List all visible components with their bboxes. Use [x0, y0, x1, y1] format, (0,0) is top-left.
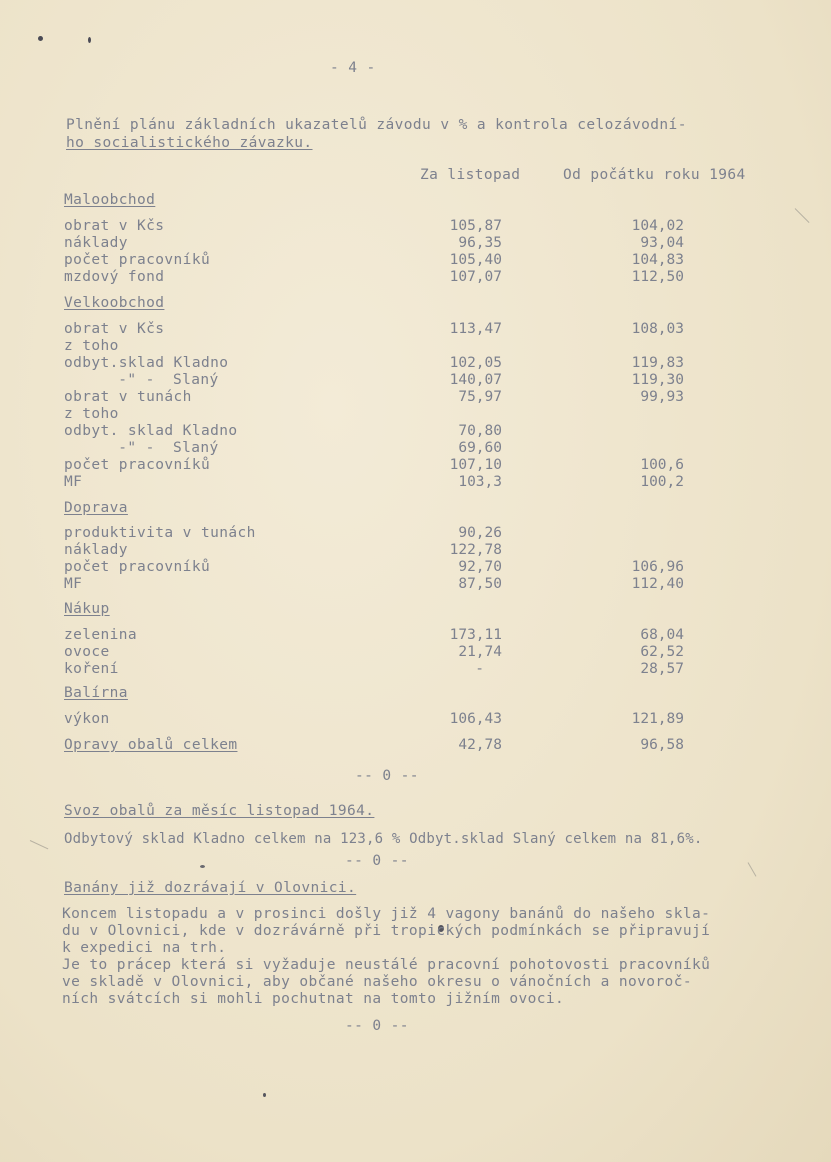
row-value-year: 68,04 [640, 627, 684, 643]
ink-spot [200, 865, 205, 868]
row-label: odbyt.sklad Kladno [64, 355, 229, 371]
row-value-year: 112,40 [631, 576, 684, 592]
row-value-november: 173,11 [449, 627, 502, 643]
ink-spot [88, 37, 91, 43]
row-value-november: 106,43 [449, 711, 502, 727]
row-value-november: 140,07 [449, 372, 502, 388]
row-value-november: 103,3 [458, 474, 502, 490]
row-value-november: 92,70 [458, 559, 502, 575]
row-label: výkon [64, 711, 110, 727]
banany-line: du v Olovnici, kde v dozrávárně při tropických podmínkách se připravují [62, 923, 711, 939]
col-header-november: Za listopad [420, 167, 521, 183]
row-value-november: 96,35 [458, 235, 502, 251]
scratch-mark [748, 862, 757, 876]
col-header-year: Od počátku roku 1964 [563, 167, 746, 183]
separator: -- 0 -- [345, 1018, 409, 1034]
banany-line: ve skladě v Olovnici, aby občané našeho okresu o vánočních a novoroč- [62, 974, 692, 990]
svoz-title: Svoz obalů za měsíc listopad 1964. [64, 803, 375, 819]
row-value-year: 104,83 [631, 252, 684, 268]
row-value-year: 119,30 [631, 372, 684, 388]
row-value-year: 96,58 [640, 737, 684, 753]
row-value-year: 99,93 [640, 389, 684, 405]
ink-spot [263, 1093, 266, 1097]
row-value-year: 28,57 [640, 661, 684, 677]
row-label: -" - Slaný [100, 440, 219, 456]
row-label: počet pracovníků [64, 252, 211, 268]
section-maloobchod: Maloobchod [64, 192, 156, 208]
row-label: MF [64, 576, 83, 592]
row-label: náklady [64, 235, 128, 251]
row-label: počet pracovníků [64, 559, 211, 575]
row-label: obrat v Kčs [64, 321, 165, 337]
row-value-november: 102,05 [449, 355, 502, 371]
row-value-year: 100,6 [640, 457, 684, 473]
row-value-november: 107,07 [449, 269, 502, 285]
banany-line: ních svátcích si mohli pochutnat na tomto jižním ovoci. [62, 991, 565, 1007]
row-value-november: 75,97 [458, 389, 502, 405]
row-value-year: 119,83 [631, 355, 684, 371]
row-value-november: 21,74 [458, 644, 502, 660]
row-value-november: 122,78 [449, 542, 502, 558]
row-value-year: 112,50 [631, 269, 684, 285]
row-label: zelenina [64, 627, 138, 643]
banany-line: Je to prácep která si vyžaduje neustálé pracovní pohotovosti pracovníků [62, 957, 711, 973]
section-nakup: Nákup [64, 601, 110, 617]
row-value-year: 104,02 [631, 218, 684, 234]
row-label: ovoce [64, 644, 110, 660]
row-label: náklady [64, 542, 128, 558]
separator: -- 0 -- [345, 853, 409, 869]
row-label: MF [64, 474, 83, 490]
title-line-2: ho socialistického závazku. [66, 135, 313, 151]
row-value-november: 113,47 [449, 321, 502, 337]
title-line-1: Plnění plánu základních ukazatelů závodu v % a kontrola celozávodní- [66, 117, 687, 133]
row-label: produktivita v tunách [64, 525, 256, 541]
row-value-november: 69,60 [458, 440, 502, 456]
page-number: - 4 - [330, 60, 376, 76]
row-value-november: 105,40 [449, 252, 502, 268]
row-value-year: 100,2 [640, 474, 684, 490]
banany-title: Banány již dozrávají v Olovnici. [64, 880, 357, 896]
row-label: mzdový fond [64, 269, 165, 285]
section-doprava: Doprava [64, 500, 128, 516]
row-label: počet pracovníků [64, 457, 211, 473]
row-value-year: 106,96 [631, 559, 684, 575]
scratch-mark [795, 208, 810, 223]
row-label: odbyt. sklad Kladno [64, 423, 238, 439]
row-value-november: 90,26 [458, 525, 502, 541]
separator: -- 0 -- [355, 768, 419, 784]
row-value-year: 121,89 [631, 711, 684, 727]
row-value-november: 87,50 [458, 576, 502, 592]
row-value-november: 105,87 [449, 218, 502, 234]
svoz-text: Odbytový sklad Kladno celkem na 123,6 % Odbyt.sklad Slaný celkem na 81,6%. [64, 831, 703, 847]
scratch-mark [30, 840, 49, 849]
row-value-year: 108,03 [631, 321, 684, 337]
banany-line: k expedici na trh. [62, 940, 227, 956]
row-label: z toho [64, 338, 119, 354]
row-value-november: - [475, 661, 484, 677]
row-label: -" - Slaný [100, 372, 219, 388]
banany-line: Koncem listopadu a v prosinci došly již 4 vagony banánů do našeho skla- [62, 906, 711, 922]
row-value-november: 42,78 [458, 737, 502, 753]
row-value-year: 62,52 [640, 644, 684, 660]
ink-spot [38, 36, 43, 41]
section-velkoobchod: Velkoobchod [64, 295, 165, 311]
section-opravy-obalu: Opravy obalů celkem [64, 737, 238, 753]
row-label: obrat v tunách [64, 389, 192, 405]
row-label: z toho [64, 406, 119, 422]
row-label: obrat v Kčs [64, 218, 165, 234]
row-value-november: 107,10 [449, 457, 502, 473]
section-balirna: Balírna [64, 685, 128, 701]
row-value-november: 70,80 [458, 423, 502, 439]
row-label: koření [64, 661, 119, 677]
row-value-year: 93,04 [640, 235, 684, 251]
